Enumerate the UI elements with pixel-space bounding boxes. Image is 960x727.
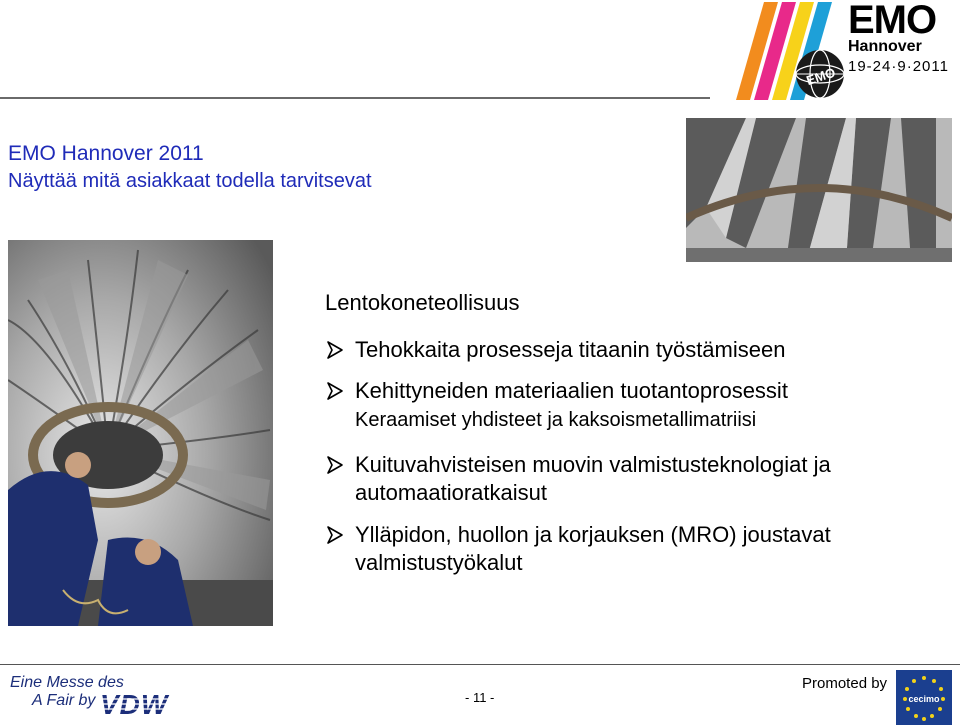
cecimo-logo-text: cecimo: [908, 694, 940, 704]
emo-hannover-logo: [728, 2, 958, 100]
promoted-by-label: Promoted by: [802, 675, 888, 692]
section-heading: Lentokoneteollisuus: [325, 290, 520, 315]
logo-stripes-icon: [728, 2, 848, 100]
logo-city: Hannover: [848, 38, 922, 55]
footer-fair-label-en: A Fair by: [32, 692, 96, 709]
logo-date: 19-24·9·2011: [848, 58, 949, 75]
bullet-text: Kuituvahvisteisen muovin valmistusteknologiat ja automaatioratkaisut: [355, 452, 831, 505]
cecimo-logo: [896, 670, 952, 725]
arrow-bullet-icon: [325, 336, 345, 364]
logo-badge: EMO: [804, 64, 838, 89]
vdw-logo-text: VDW: [100, 690, 169, 716]
logo-name: EMO: [848, 0, 937, 42]
slide-subtitle: Näyttää mitä asiakkaat todella tarvitsevat: [8, 170, 372, 192]
arrow-bullet-icon: [325, 521, 345, 549]
bullet-text: Ylläpidon, huollon ja korjauksen (MRO) joustavat valmistustyökalut: [355, 522, 831, 575]
arrow-bullet-icon: [325, 377, 345, 405]
turbine-fan-photo: [686, 118, 952, 262]
bullet-text: Kehittyneiden materiaalien tuotantoprosessit: [355, 378, 788, 403]
slide-title: EMO Hannover 2011: [8, 142, 204, 165]
sub-item-text: Keraamiset yhdisteet ja kaksoismetallimatriisi: [355, 409, 757, 431]
header-rule: [0, 97, 710, 99]
footer-rule: [0, 664, 960, 665]
bullet-text: Tehokkaita prosesseja titaanin työstämiseen: [355, 337, 786, 362]
arrow-bullet-icon: [325, 451, 345, 479]
vdw-logo: [100, 690, 200, 716]
page-number: - 11 -: [465, 690, 495, 705]
turbine-technicians-photo: [8, 240, 273, 626]
footer-fair-label-de: Eine Messe des: [10, 674, 124, 691]
